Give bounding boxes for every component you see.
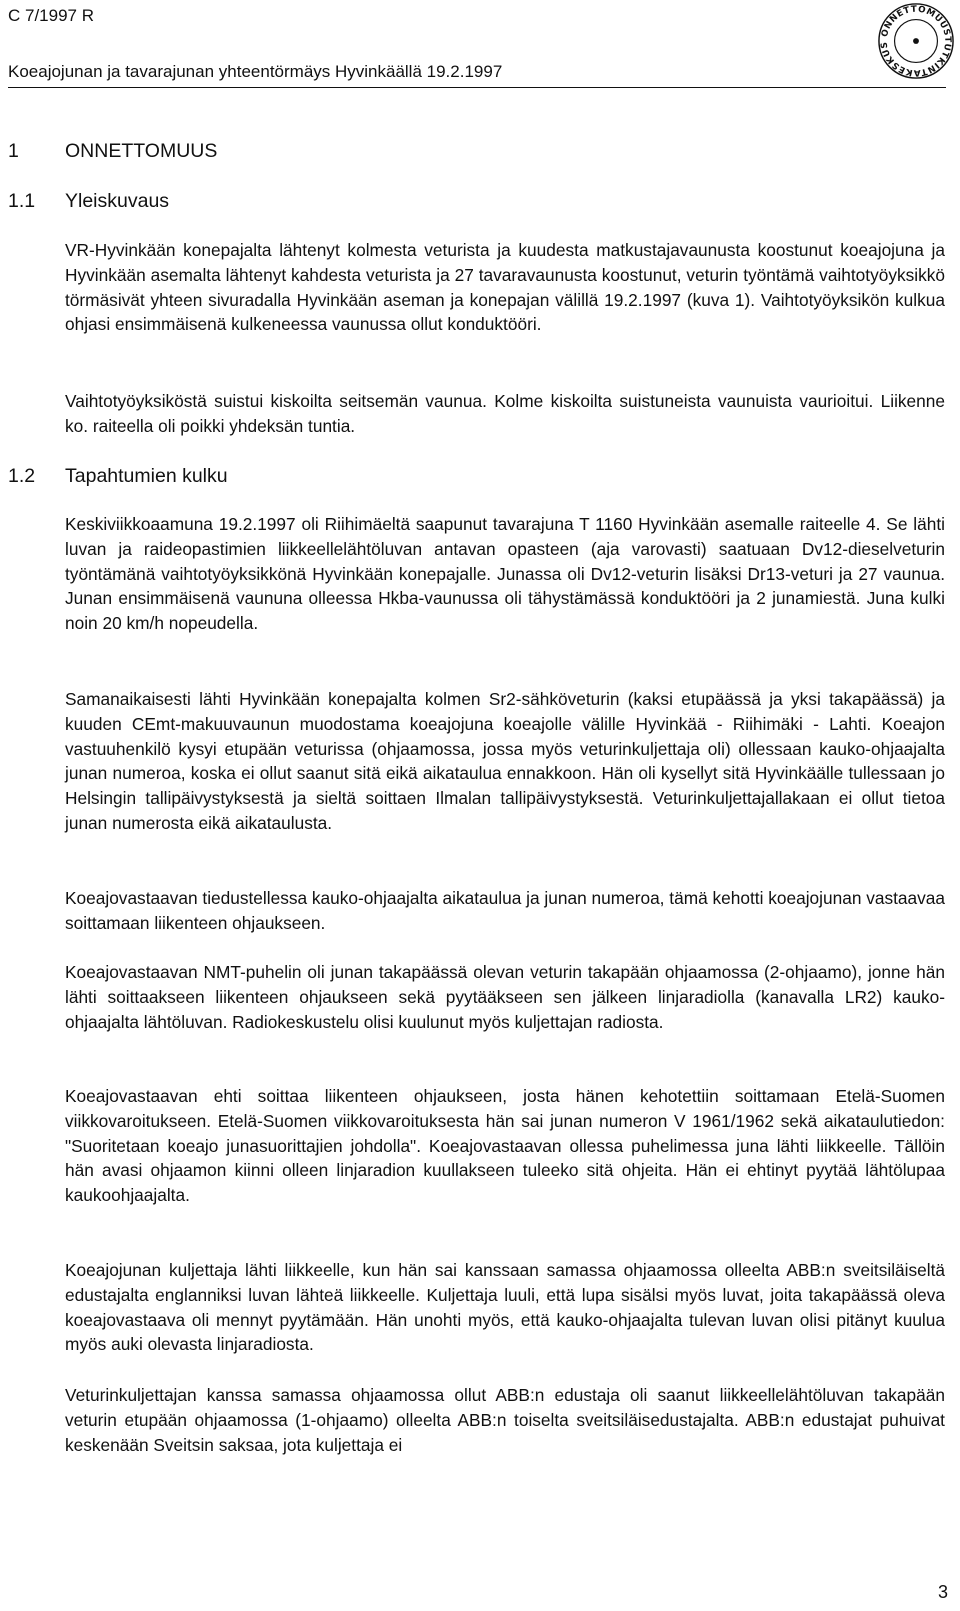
paragraph-nmt-phone: Koeajovastaavan NMT-puhelin oli junan takapäässä olevan veturin takapään ohjaamossa (2-ohjaamo), jonne hän lähti soittaakseen liikenteen ohjaukseen sekä pyytääkseen sen jälkeen linjaradiolla (kanavalla LR2) kauko-ohjaajalta lähtöluvan. Radiokeskustelu olisi kuulunut myös kuljettajan radiosta. — [65, 962, 945, 1032]
section-number: 1.2 — [8, 465, 36, 487]
page-number: 3 — [937, 1582, 948, 1602]
section-title: Yleiskuvaus — [65, 190, 170, 212]
paragraph-test-train: Samanaikaisesti lähti Hyvinkään konepajalta kolmen Sr2-sähköveturin (kaksi etupäässä ja yksi takapäässä) ja kuuden CEmt-makuuvaunun muodostama koeajojuna koeajolle välille Hyvinkää - Riihimäki - Lahti. Koeajon vastuuhenkilö kysyi etupään veturissa (ohjaamossa, jossa myös veturinkuljettaja oli) ollessaan kauko-ohjaajalta junan numeroa, koska ei ollut saanut sitä eikä aikataulua ennakkoon. Hän oli kysellyt sitä Hyvinkäälle tullessaan jo Helsingin tallipäivystyksestä ja sieltä soittaen Ilmalan tallipäivystyksestä. Veturinkuljettajallakaan ei ollut tietoa junan numerosta eikä aikataulusta. — [65, 689, 945, 833]
investigation-board-seal-icon — [877, 2, 955, 80]
section-title: Tapahtumien kulku — [65, 465, 228, 487]
section-heading-1-2 — [8, 463, 228, 489]
section-number: 1 — [8, 140, 19, 162]
section-heading-1-1 — [8, 188, 169, 214]
paragraph-derailment: Vaihtotyöyksiköstä suistui kiskoilta seitsemän vaunua. Kolme kiskoilta suistuneista vaunuista vaurioitui. Liikenne ko. raiteella oli poikki yhdeksän tuntia. — [65, 391, 945, 436]
section-title: ONNETTOMUUS — [65, 140, 218, 162]
paragraph-weekly-warning: Koeajovastaavan ehti soittaa liikenteen ohjaukseen, josta hänen kehotettiin soittamaan Etelä-Suomen viikkovaroitukseen. Etelä-Suomen viikkovaroituksesta hän sai junan numeron V 1961/1962 sekä aikataulutiedon: "Suoritetaan koeajo junasuorittajien johdolla". Koeajovastaavan ollessa puhelimessa juna lähti liikkeelle. Tällöin hän avasi ohjaamon kiinni olleen linjaradion kuullakseen tuleeko sitä ohjeita. Hän ei ehtinyt pyytää lähtölupaa kaukoohjaajalta. — [65, 1086, 945, 1206]
section-number: 1.1 — [8, 190, 36, 212]
header-divider — [8, 87, 946, 88]
seal-text: ONNETTOMUUSTUTKINTAKESKUS — [879, 4, 953, 78]
paragraph-inquiry: Koeajovastaavan tiedustellessa kauko-ohjaajalta aikataulua ja junan numeroa, tämä kehotti koeajojunan vastaavaa soittamaan liikenteen ohjaukseen. — [65, 888, 946, 933]
section-heading-1 — [8, 138, 217, 164]
paragraph-abb-representative: Veturinkuljettajan kanssa samassa ohjaamossa ollut ABB:n edustaja oli saanut liikkeellelähtöluvan takapään veturin etupään ohjaamossa (1-ohjaamo) olleelta ABB:n toiselta sveitsiläisedustajalta. ABB:n edustajat puhuivat keskenään Sveitsin saksaa, jota kuljettaja ei — [65, 1385, 945, 1455]
paragraph-freight-train: Keskiviikkoaamuna 19.2.1997 oli Riihimäeltä saapunut tavarajuna T 1160 Hyvinkään asemalle raiteelle 4. Se lähti luvan ja raideopastimien liikkeellelähtöluvan antavan opasteen (aja varovasti) saatuaan Dv12-dieselveturin työntämänä vaihtotyöyksikkönä Hyvinkään konepajalle. Junassa oli Dv12-veturin lisäksi Dr13-veturi ja 27 vaunua. Junan ensimmäisenä vaununa olleessa Hkba-vaunussa oli tähystämässä konduktööri ja 2 junamiestä. Juna kulki noin 20 km/h nopeudella. — [65, 514, 945, 634]
document-subtitle: Koeajojunan ja tavarajunan yhteentörmäys Hyvinkäällä 19.2.1997 — [8, 62, 503, 81]
document-code: C 7/1997 R — [8, 6, 94, 25]
paragraph-overview: VR-Hyvinkään konepajalta lähtenyt kolmesta veturista ja kuudesta matkustajavaunusta koostunut koeajojuna ja Hyvinkään asemalta lähtenyt kahdesta veturista ja 27 tavaravaunusta koostunut, veturin työntämä vaihtotyöyksikkö törmäsivät yhteen sivuradalla Hyvinkään aseman ja konepajan välillä 19.2.1997 (kuva 1). Vaihtotyöyksikön kulkua ohjasi ensimmäisenä kulkeneessa vaunussa ollut konduktööri. — [65, 240, 945, 335]
paragraph-driver-departure: Koeajojunan kuljettaja lähti liikkeelle, kun hän sai kanssaan samassa ohjaamossa olleelta ABB:n sveitsiläiseltä edustajalta englanniksi luvan lähteä liikkeelle. Kuljettaja luuli, että lupa sisälsi myös luvat, joita takapäässä oleva koeajovastaava oli mennyt pyytämään. Hän unohti myös, että kauko-ohjaajalta tulevan luvan olisi pitänyt kuulua myös auki olevasta linjaradiosta. — [65, 1260, 945, 1355]
